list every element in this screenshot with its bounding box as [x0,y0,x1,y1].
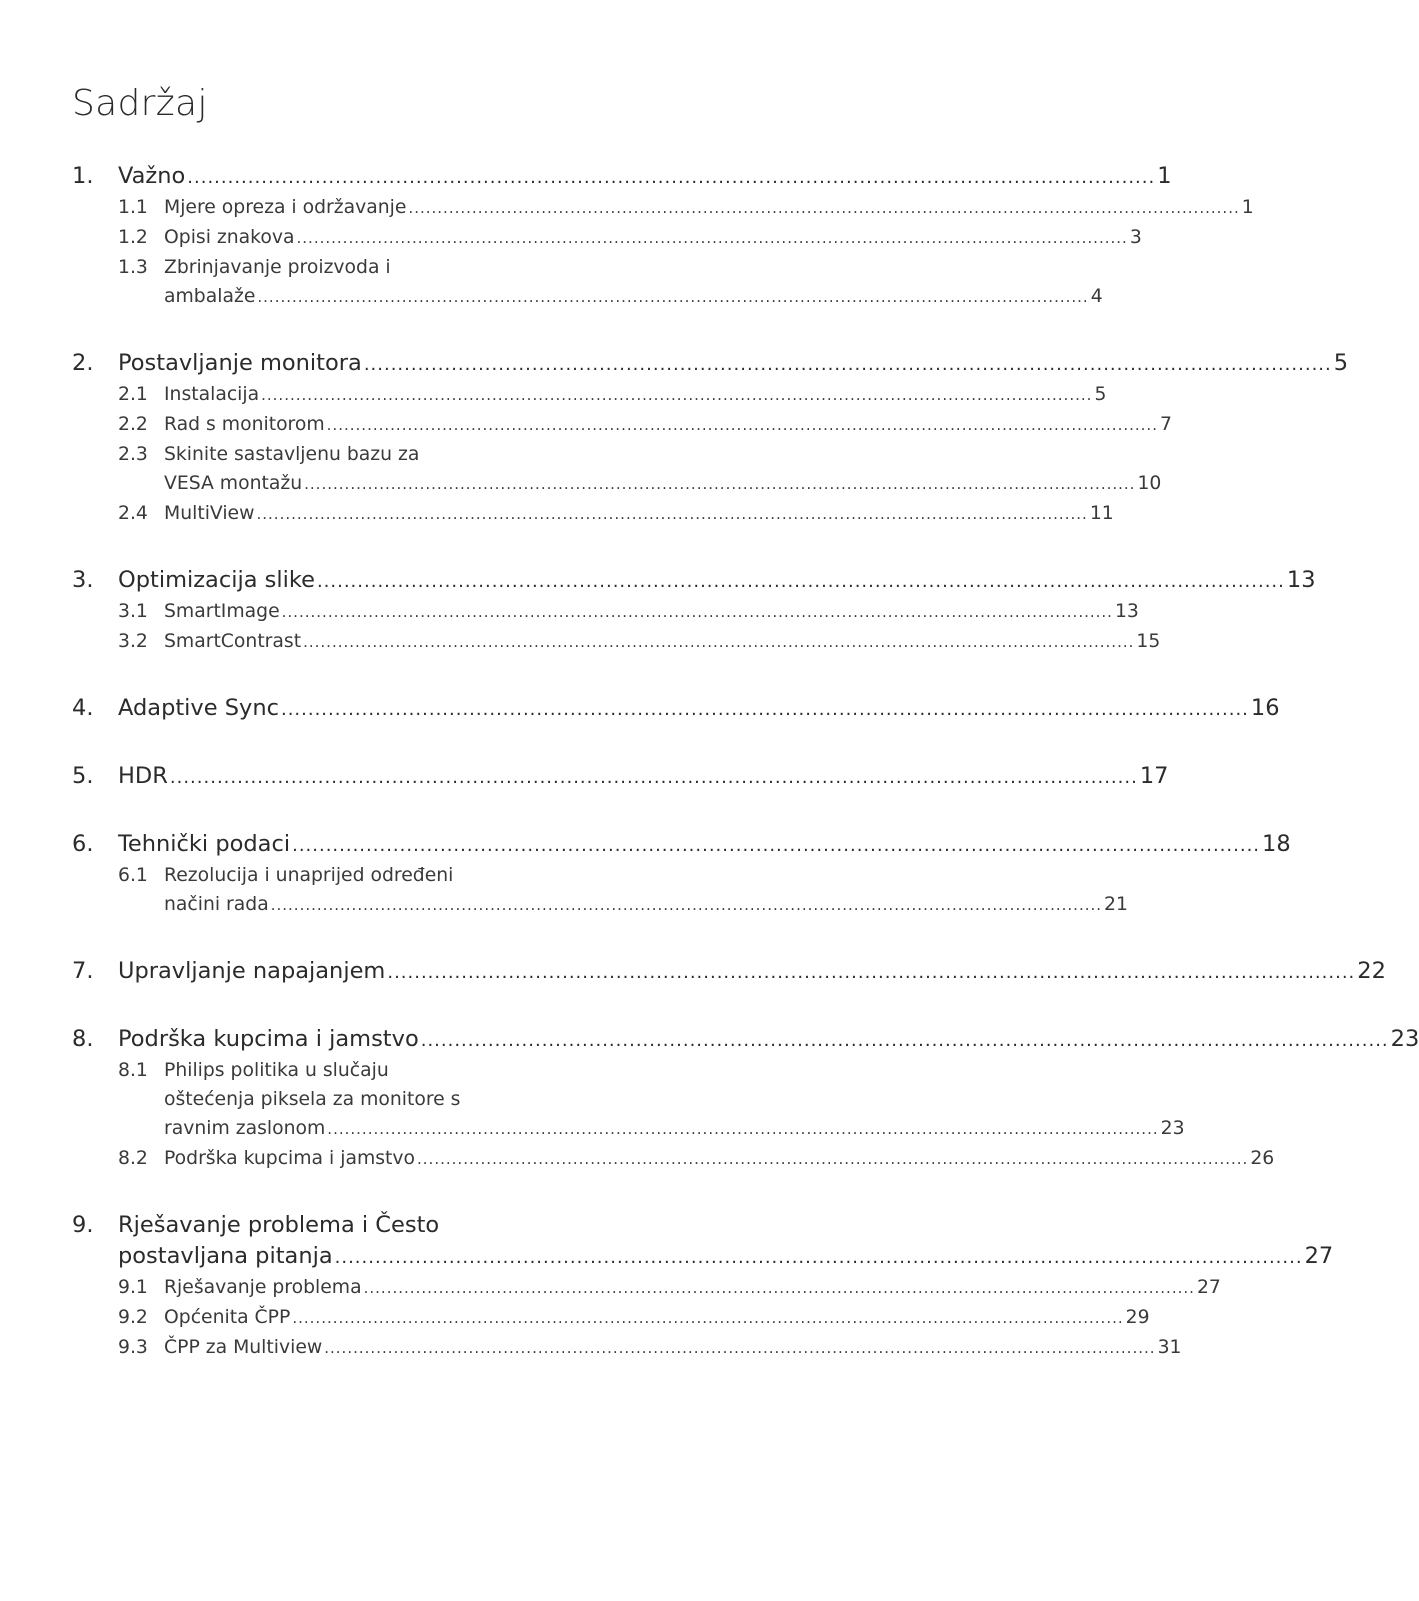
toc-subentry-label: Podrška kupcima i jamstvo [164,1148,416,1170]
toc-subentry[interactable] [72,597,1139,627]
toc-section [72,348,1349,529]
toc-subentry-text [164,1056,1185,1144]
toc-subentry-label: Rad s monitorom [164,414,325,436]
toc-subentry[interactable] [72,410,1172,440]
toc-section [72,693,1280,725]
toc-subentry-page-number: 5 [1094,384,1107,406]
toc-subentry-page-number: 29 [1125,1307,1150,1329]
toc-entry-label: Upravljanje napajanjem [118,958,386,985]
toc-entry-page-number: 5 [1333,350,1349,377]
toc-subentry-text [164,861,1128,920]
toc-subentry[interactable] [72,223,1142,253]
toc-entry-label-row [118,829,1291,861]
toc-subentry-number: 2.3 [118,444,148,466]
dot-leader [317,566,1285,597]
toc-entry-label: Podrška kupcima i jamstvo [118,1026,419,1053]
toc-subentry-page-number: 26 [1250,1148,1275,1170]
toc-subentry-label: SmartContrast [164,631,302,653]
toc-subentry-label-row [164,380,1106,410]
toc-entry-page-number: 1 [1157,163,1172,190]
toc-subentry-text [164,1273,1221,1303]
toc-subentry-text [164,410,1172,440]
toc-subentry-label: ambalaže [164,286,256,308]
toc-entry-number: 4. [72,695,94,722]
toc-entry-text [118,761,1168,793]
toc-entry-label: postavljana pitanja [118,1243,333,1270]
toc-subentry-label: Opisi znakova [164,227,295,249]
toc-subentry-page-number: 15 [1136,631,1161,653]
toc-subentry-page-number: 23 [1160,1118,1185,1140]
toc-entry-number: 8. [72,1026,94,1053]
toc-subentry-number: 2.1 [118,384,148,406]
toc-subentry-label-row [164,890,1128,920]
toc-subentry-label: SmartImage [164,601,280,623]
toc-subentry-label-row [164,627,1160,657]
toc-entry-label-row [118,761,1168,793]
toc-entry-page-number: 13 [1286,567,1316,594]
toc-body [72,161,1419,1363]
toc-subentry-label-line: Skinite sastavljenu bazu za [164,444,420,466]
toc-subentry-label-row [164,1273,1221,1303]
toc-subentry-label: ČPP za Multiview [164,1337,323,1359]
toc-subentry-text [164,597,1139,627]
toc-subentry[interactable] [72,1273,1221,1303]
dot-leader [387,957,1355,988]
toc-subentry[interactable] [72,861,1128,920]
toc-subentry-text [164,499,1114,529]
toc-subentry-label-row [164,499,1114,529]
toc-subentry-text [164,253,1103,312]
toc-subentry[interactable] [72,253,1103,312]
toc-subentry-label: VESA montažu [164,473,303,495]
toc-subentry-page-number: 3 [1129,227,1142,249]
dot-leader [170,762,1138,793]
toc-subentry-page-number: 10 [1137,473,1162,495]
toc-subentry-number: 1.3 [118,257,148,279]
toc-entry[interactable] [72,761,1169,793]
page-title: Sadržaj [72,83,208,124]
toc-subentry-number: 9.2 [118,1307,148,1329]
toc-subentry-page-number: 31 [1157,1337,1182,1359]
toc-entry-number: 1. [72,163,94,190]
toc-subentry-label-row [164,223,1142,253]
toc-subentry-page-number: 27 [1196,1277,1221,1299]
toc-entry-page-number: 18 [1262,831,1291,858]
toc-subentry-number: 3.1 [118,601,148,623]
toc-subentry-label-row [164,1303,1150,1333]
toc-subentry-label-row [164,1144,1274,1174]
toc-subentry-label-line: Zbrinjavanje proizvoda i [164,257,391,279]
toc-subentry-number: 2.2 [118,414,148,436]
toc-subentry[interactable] [72,1056,1185,1144]
dot-leader [417,1145,1248,1174]
toc-subentry-label-row [164,597,1139,627]
toc-subentry-page-number: 4 [1090,286,1103,308]
toc-subentry-number: 9.1 [118,1277,148,1299]
dot-leader [281,694,1249,725]
dot-leader [304,470,1135,499]
toc-entry[interactable] [72,956,1386,988]
toc-entry[interactable] [72,348,1349,380]
dot-leader [327,411,1158,440]
toc-entry-number: 5. [72,763,94,790]
toc-subentry-label-row [164,1333,1181,1363]
toc-entry-label-row [118,161,1172,193]
toc-subentry-text [164,380,1106,410]
toc-entry-label: HDR [118,763,168,790]
toc-subentry-page-number: 7 [1159,414,1172,436]
toc-subentry-number: 6.1 [118,865,148,887]
dot-leader [297,224,1128,253]
toc-subentry-label-row [164,282,1103,312]
toc-subentry-label-line: oštećenja piksela za monitore s [164,1089,461,1111]
toc-subentry[interactable] [72,627,1161,657]
toc-entry-page-number: 22 [1357,958,1386,985]
toc-entry-label: Postavljanje monitora [118,350,362,377]
toc-subentry[interactable] [72,440,1162,499]
toc-entry[interactable] [72,829,1291,861]
toc-entry-label-row [118,348,1348,380]
dot-leader [261,381,1092,410]
toc-entry-label-line: Rješavanje problema i Često [118,1212,440,1239]
toc-subentry-text [164,1333,1181,1363]
toc-entry-label: Optimizacija slike [118,567,315,594]
toc-subentry[interactable] [72,499,1114,529]
toc-entry-page-number: 16 [1250,695,1280,722]
toc-entry-text [118,348,1348,380]
toc-subentry-label: Instalacija [164,384,260,406]
toc-entry[interactable] [72,693,1280,725]
toc-entry-label-row [118,693,1280,725]
toc-subentry-text [164,223,1142,253]
toc-subentry[interactable] [72,1144,1275,1174]
toc-subentry-label: Mjere opreza i održavanje [164,197,407,219]
toc-entry-label-row [118,1024,1419,1056]
toc-entry-text [118,1024,1419,1056]
toc-subentry-label: MultiView [164,503,255,525]
dot-leader [187,162,1155,193]
toc-entry[interactable] [72,565,1316,597]
toc-entry-text [118,161,1172,193]
toc-section [72,829,1291,920]
toc-entry[interactable] [72,1210,1334,1273]
toc-entry-number: 2. [72,350,94,377]
toc-entry-label: Važno [118,163,186,190]
dot-leader [303,628,1134,657]
toc-subentry-label: Općenita ČPP [164,1307,291,1329]
toc-subentry-page-number: 1 [1241,197,1254,219]
toc-subentry-number: 8.1 [118,1060,148,1082]
toc-subentry-label-row [164,1114,1185,1144]
dot-leader [256,500,1087,529]
dot-leader [292,830,1260,861]
toc-subentry-number: 1.2 [118,227,148,249]
toc-subentry[interactable] [72,380,1107,410]
toc-subentry-page-number: 21 [1104,894,1128,916]
toc-subentry-number: 2.4 [118,503,148,525]
toc-subentry-label-line: Rezolucija i unaprijed određeni [164,865,454,887]
dot-leader [421,1025,1389,1056]
toc-subentry-page-number: 11 [1089,503,1114,525]
toc-subentry-text [164,440,1161,499]
table-of-contents [72,82,1419,1399]
toc-entry-label: Tehnički podaci [118,831,291,858]
toc-subentry-label-row [164,410,1172,440]
dot-leader [408,194,1239,223]
toc-subentry-text [164,627,1160,657]
toc-subentry-page-number: 13 [1114,601,1139,623]
toc-entry-label-row [118,956,1386,988]
dot-leader [324,1334,1155,1363]
toc-subentry-text [164,193,1254,223]
toc-subentry[interactable] [72,1333,1182,1363]
toc-subentry-text [164,1144,1274,1174]
toc-subentry-label: Rješavanje problema [164,1277,362,1299]
toc-subentry-label-row [164,193,1254,223]
toc-entry-text [118,956,1386,988]
dot-leader [257,283,1088,312]
toc-section [72,761,1169,793]
toc-subentry-label-line: Philips politika u slučaju [164,1060,389,1082]
toc-subentry-label: načini rada [164,894,269,916]
toc-entry[interactable] [72,1024,1419,1056]
dot-leader [271,891,1102,920]
toc-entry-text [118,693,1280,725]
toc-subentry-text [164,1303,1150,1333]
toc-entry-number: 7. [72,958,94,985]
toc-entry[interactable] [72,161,1172,193]
dot-leader [364,1274,1195,1303]
toc-entry-page-number: 17 [1139,763,1169,790]
toc-entry-number: 6. [72,831,94,858]
toc-subentry-label-row [164,469,1161,499]
toc-subentry-label: ravnim zaslonom [164,1118,326,1140]
toc-entry-text [118,1210,1333,1273]
toc-section [72,565,1316,657]
dot-leader [335,1242,1303,1273]
toc-entry-label: Adaptive Sync [118,695,279,722]
toc-subentry-number: 8.2 [118,1148,148,1170]
toc-entry-text [118,829,1291,861]
toc-subentry[interactable] [72,1303,1150,1333]
toc-entry-label-row [118,565,1316,597]
toc-section [72,1024,1419,1174]
toc-subentry-number: 9.3 [118,1337,148,1359]
toc-subentry[interactable] [72,193,1254,223]
dot-leader [282,598,1113,627]
toc-entry-number: 9. [72,1212,94,1239]
dot-leader [364,349,1332,380]
toc-subentry-number: 1.1 [118,197,148,219]
toc-section [72,1210,1334,1363]
toc-subentry-number: 3.2 [118,631,148,653]
toc-section [72,956,1386,988]
toc-entry-page-number: 23 [1390,1026,1419,1053]
toc-entry-label-row [118,1241,1333,1273]
toc-entry-number: 3. [72,567,94,594]
toc-section [72,161,1254,312]
dot-leader [292,1304,1123,1333]
toc-entry-page-number: 27 [1304,1243,1334,1270]
toc-entry-text [118,565,1316,597]
dot-leader [327,1115,1158,1144]
